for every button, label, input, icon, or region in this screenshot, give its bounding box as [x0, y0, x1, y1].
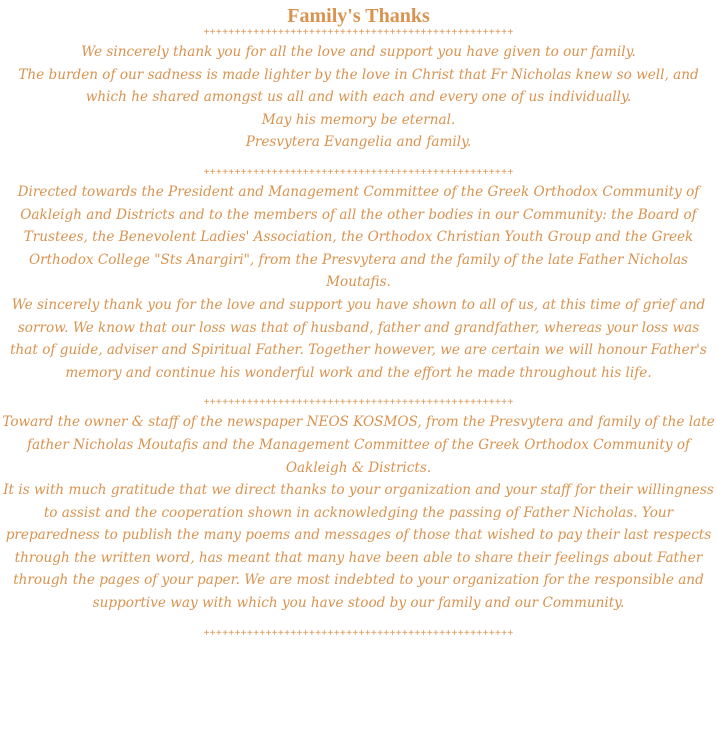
spacer: [0, 615, 717, 629]
page-title: Family's Thanks: [287, 5, 430, 27]
spacer: [0, 154, 717, 168]
thanks-section-newspaper: [0, 411, 717, 614]
section-paragraph: May his memory be eternal.: [261, 111, 456, 128]
section-paragraph: Presvytera Evangelia and family.: [245, 134, 472, 151]
thanks-section-community: [0, 181, 717, 384]
section-paragraph: We sincerely thank you for all the love and support you have given to our family.: [81, 44, 636, 60]
separator: ++++++++++++++++++++++++++++++++++++++++++++++++++: [203, 167, 514, 179]
section-paragraph: Toward the owner & staff of the newspaper NEOS KOSMOS, from the Presvytera and family of the late father Nicholas Moutafis and the Management Committee of the Greek Orthodox Community of Oakleigh & Districts.: [2, 414, 715, 476]
separator: ++++++++++++++++++++++++++++++++++++++++++++++++++: [203, 628, 514, 640]
section-paragraph: We sincerely thank you for the love and support you have shown to all of us, at this time of grief and sorrow. We know that our loss was that of husband, father and grandfather, whereas your loss was that of guide, adviser and Spiritual Father. Together however, we are certain we will honour Father's memory and continue his wonderful work and the effort he made throughout his life.: [10, 296, 707, 381]
thanks-section-family: [0, 41, 717, 154]
section-paragraph: The burden of our sadness is made lighter by the love in Christ that Fr Nicholas knew so well, and which he shared amongst us all and with each and every one of us individually.: [18, 66, 699, 106]
section-paragraph: Directed towards the President and Management Committee of the Greek Orthodox Community of Oakleigh and Districts and to the members of all the other bodies in our Community: the Board of Trustees, the Benevolent Ladies' Association, the Orthodox Christian Youth Group and the Greek Orthodox College "Sts Anargiri", from the Presvytera and the family of the late Father Nicholas Moutafis.: [17, 183, 700, 291]
separator: ++++++++++++++++++++++++++++++++++++++++++++++++++: [203, 28, 514, 39]
section-paragraph: It is with much gratitude that we direct thanks to your organization and your staff for their willingness to assist and the cooperation shown in acknowledging the passing of Father Nicholas. Your preparedness to publish the many poems and messages of those that wished to pay their last respects through the written word, has meant that many have been able to share their feelings about Father through the pages of your paper. We are most indebted to your organization for the responsible and supportive way with which you have stood by our family and our Community.: [3, 482, 714, 612]
spacer: [0, 384, 717, 398]
separator: ++++++++++++++++++++++++++++++++++++++++++++++++++: [203, 398, 514, 410]
